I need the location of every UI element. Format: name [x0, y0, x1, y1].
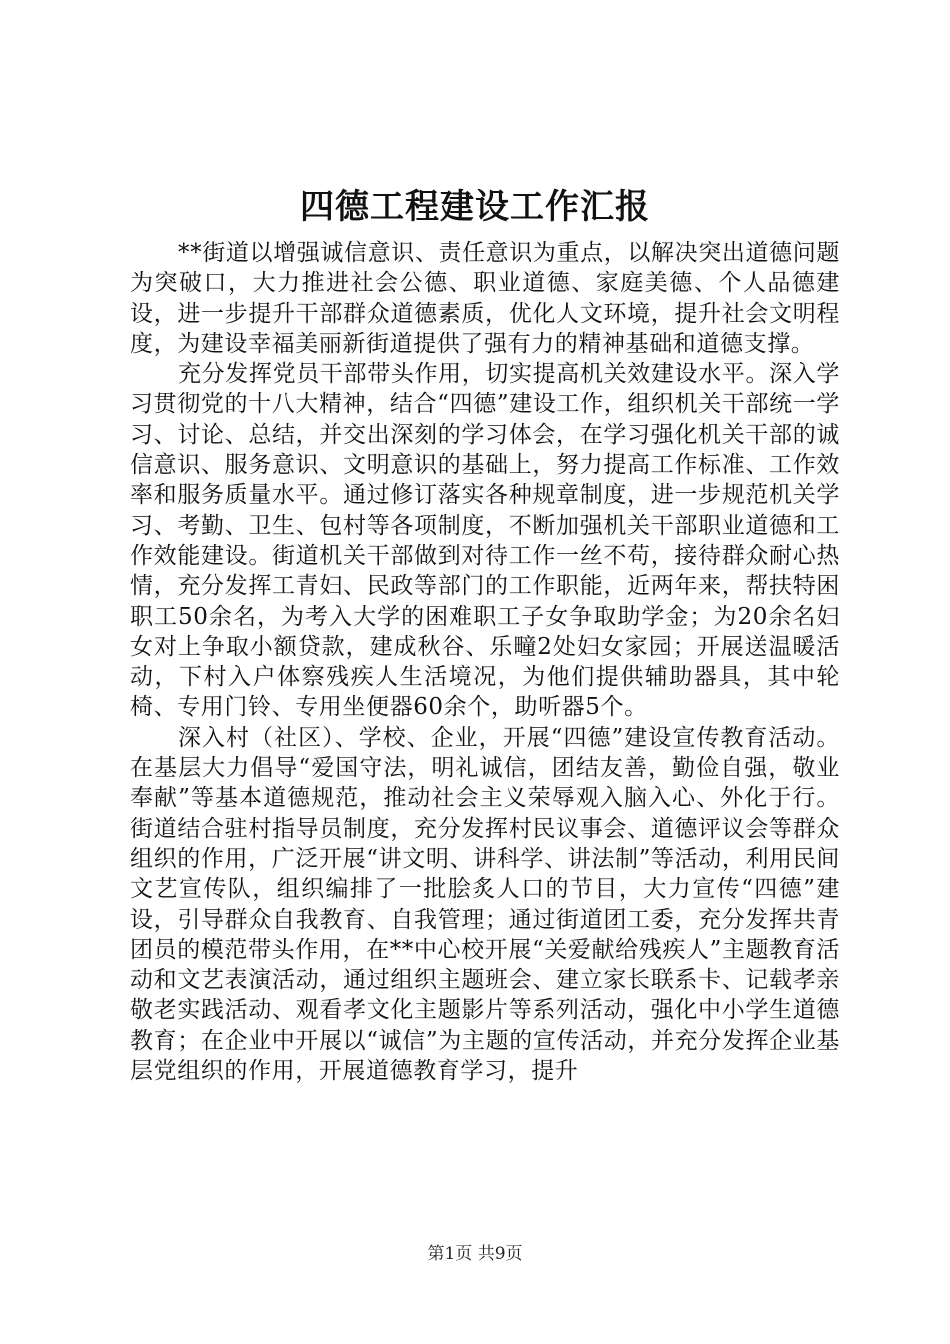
- paragraph-intro: **街道以增强诚信意识、责任意识为重点，以解决突出道德问题为突破口，大力推进社会公德、职业道德、家庭美德、个人品德建设，进一步提升干部群众道德素质，优化人文环境，提升社会文明程度，为建设幸福美丽新街道提供了强有力的精神基础和道德支撑。: [130, 240, 840, 357]
- document-title: 四德工程建设工作汇报: [300, 187, 650, 227]
- paragraph-party-members: 充分发挥党员干部带头作用，切实提高机关效建设水平。深入学习贯彻党的十八大精神，结合“四德”建设工作，组织机关干部统一学习、讨论、总结，并交出深刻的学习体会，在学习强化机关干部的诚信意识、服务意识、文明意识的基础上，努力提高工作标准、工作效率和服务质量水平。通过修订落实各种规章制度，进一步规范机关学习、考勤、卫生、包村等各项制度，不断加强机关干部职业道德和工作效能建设。街道机关干部做到对待工作一丝不苟，接待群众耐心热情，充分发挥工青妇、民政等部门的工作职能，近两年来，帮扶特困职工50余名，为考入大学的困难职工子女争取助学金；为20余名妇女对上争取小额贷款，建成秋谷、乐疃2处妇女家园；开展送温暖活动，下村入户体察残疾人生活境况，为他们提供辅助器具，其中轮椅、专用门铃、专用坐便器60余个，助听器5个。: [130, 361, 840, 721]
- document-body: [130, 238, 840, 1086]
- page-number-footer: 第1页 共9页: [427, 1244, 523, 1264]
- paragraph-community-education: 深入村（社区）、学校、企业，开展“四德”建设宣传教育活动。在基层大力倡导“爱国守法，明礼诚信，团结友善，勤俭自强，敬业奉献”等基本道德规范，推动社会主义荣辱观入脑入心、外化于行。街道结合驻村指导员制度，充分发挥村民议事会、道德评议会等群众组织的作用，广泛开展“讲文明、讲科学、讲法制”等活动，利用民间文艺宣传队，组织编排了一批脍炙人口的节目，大力宣传“四德”建设，引导群众自我教育、自我管理；通过街道团工委，充分发挥共青团员的模范带头作用，在**中心校开展“关爱献给残疾人”主题教育活动和文艺表演活动，通过组织主题班会、建立家长联系卡、记载孝亲敬老实践活动、观看孝文化主题影片等系列活动，强化中小学生道德教育；在企业中开展以“诚信”为主题的宣传活动，并充分发挥企业基层党组织的作用，开展道德教育学习，提升: [130, 724, 840, 1085]
